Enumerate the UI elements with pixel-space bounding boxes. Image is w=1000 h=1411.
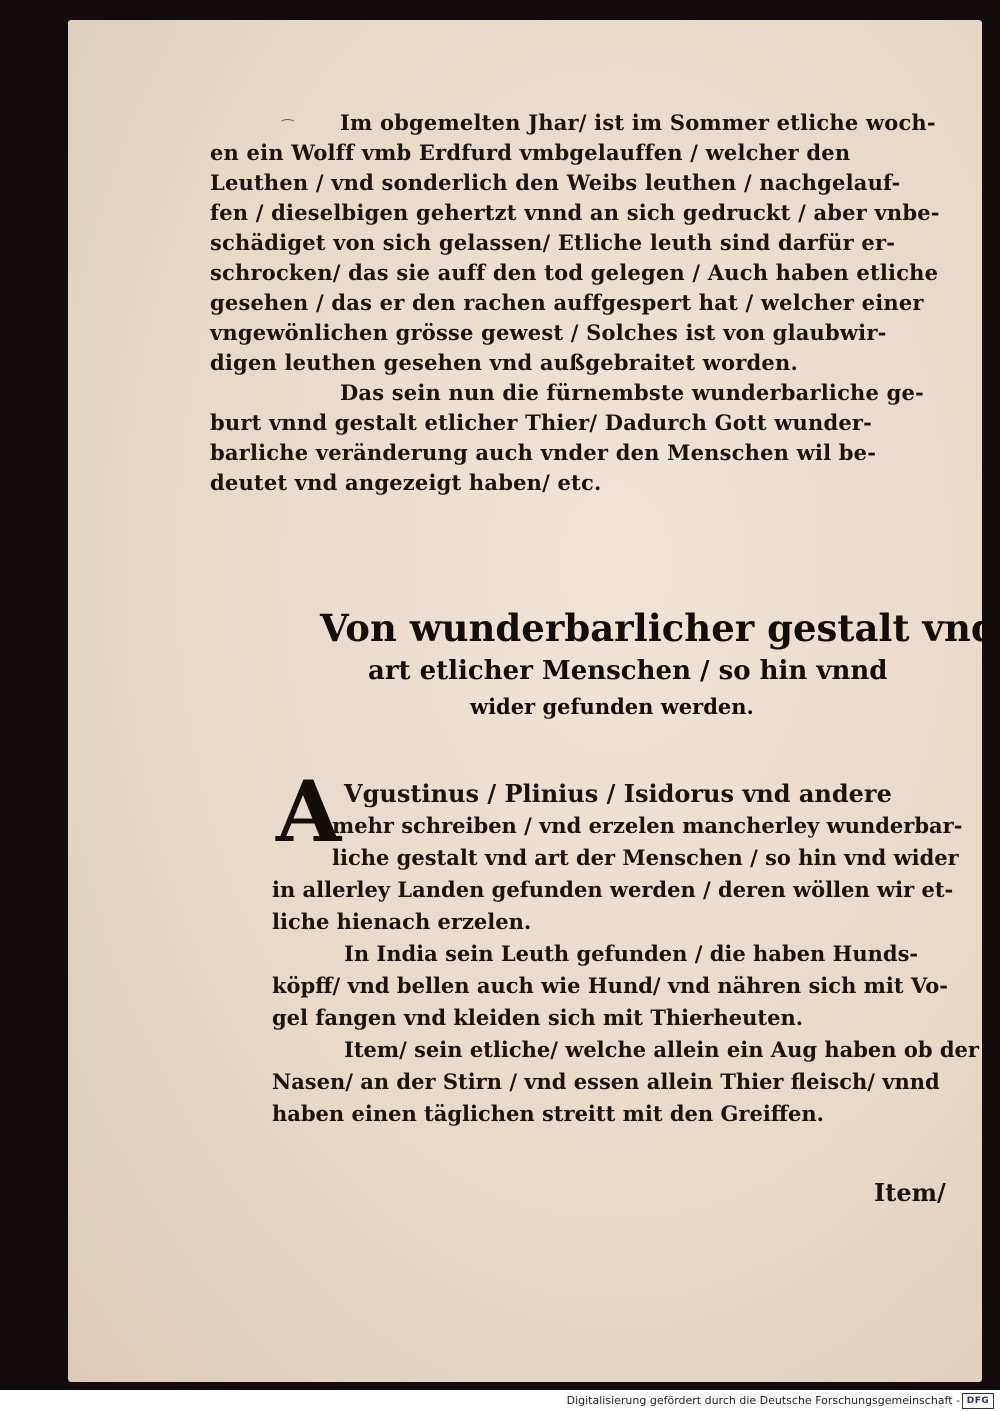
text-line: deutet vnd angezeigt haben/ etc. — [210, 470, 602, 495]
text-line: mehr schreiben / vnd erzelen mancherley wunderbar- — [332, 813, 963, 838]
footer-bar — [0, 1390, 1000, 1411]
text-line: fen / dieselbigen gehertzt vnnd an sich gedruckt / aber vnbe- — [210, 200, 940, 225]
text-line: Im obgemelten Jhar/ ist im Sommer etliche woch- — [340, 110, 936, 135]
heading-line-3: wider gefunden werden. — [470, 694, 754, 719]
text-line: schrocken/ das sie auff den tod gelegen / Auch haben etliche — [210, 260, 939, 285]
catchword: Item/ — [874, 1178, 946, 1207]
funding-credit: Digitalisierung gefördert durch die Deutsche Forschungsgemeinschaft - — [566, 1394, 960, 1407]
text-line: Leuthen / vnd sonderlich den Weibs leuthen / nachgelauf- — [210, 170, 901, 195]
ink-smudge: ⁀ — [282, 120, 294, 136]
text-line: liche gestalt vnd art der Menschen / so hin vnd wider — [332, 845, 959, 870]
text-line: liche hienach erzelen. — [272, 909, 532, 934]
drop-cap: A — [276, 762, 342, 861]
section-heading — [320, 604, 997, 724]
text-line: In India sein Leuth gefunden / die haben Hunds- — [344, 941, 919, 966]
text-line: Vgustinus / Plinius / Isidorus vnd andere — [344, 779, 892, 808]
text-line: Item/ sein etliche/ welche allein ein Aug haben ob der — [344, 1037, 979, 1062]
text-line: Das sein nun die fürnembste wunderbarliche ge- — [340, 380, 924, 405]
text-line: gesehen / das er den rachen auffgespert hat / welcher einer — [210, 290, 924, 315]
text-line: gel fangen vnd kleiden sich mit Thierheuten. — [272, 1005, 804, 1030]
text-line: köpff/ vnd bellen auch wie Hund/ vnd nähren sich mit Vo- — [272, 973, 948, 998]
text-line: in allerley Landen gefunden werden / deren wöllen wir et- — [272, 877, 954, 902]
paragraph-wondrous-people — [272, 778, 979, 1130]
text-line: en ein Wolff vmb Erdfurd vmbgelauffen / welcher den — [210, 140, 851, 165]
text-line: Nasen/ an der Stirn / vnd essen allein Thier fleisch/ vnnd — [272, 1069, 940, 1094]
text-line: haben einen täglichen streitt mit den Greiffen. — [272, 1101, 824, 1126]
paragraph-wolf-account — [210, 108, 980, 498]
text-line: schädiget von sich gelassen/ Etliche leuth sind darfür er- — [210, 230, 896, 255]
heading-line-2: art etlicher Menschen / so hin vnnd — [368, 656, 888, 686]
text-line: vngewönlichen grösse gewest / Solches ist von glaubwir- — [210, 320, 887, 345]
dfg-logo-icon: DFG — [962, 1393, 994, 1409]
text-line: barliche veränderung auch vnder den Menschen wil be- — [210, 440, 877, 465]
text-line: digen leuthen gesehen vnd außgebraitet worden. — [210, 350, 798, 375]
heading-line-1: Von wunderbarlicher gestalt vnd — [320, 606, 997, 650]
text-line: burt vnnd gestalt etlicher Thier/ Dadurch Gott wunder- — [210, 410, 873, 435]
